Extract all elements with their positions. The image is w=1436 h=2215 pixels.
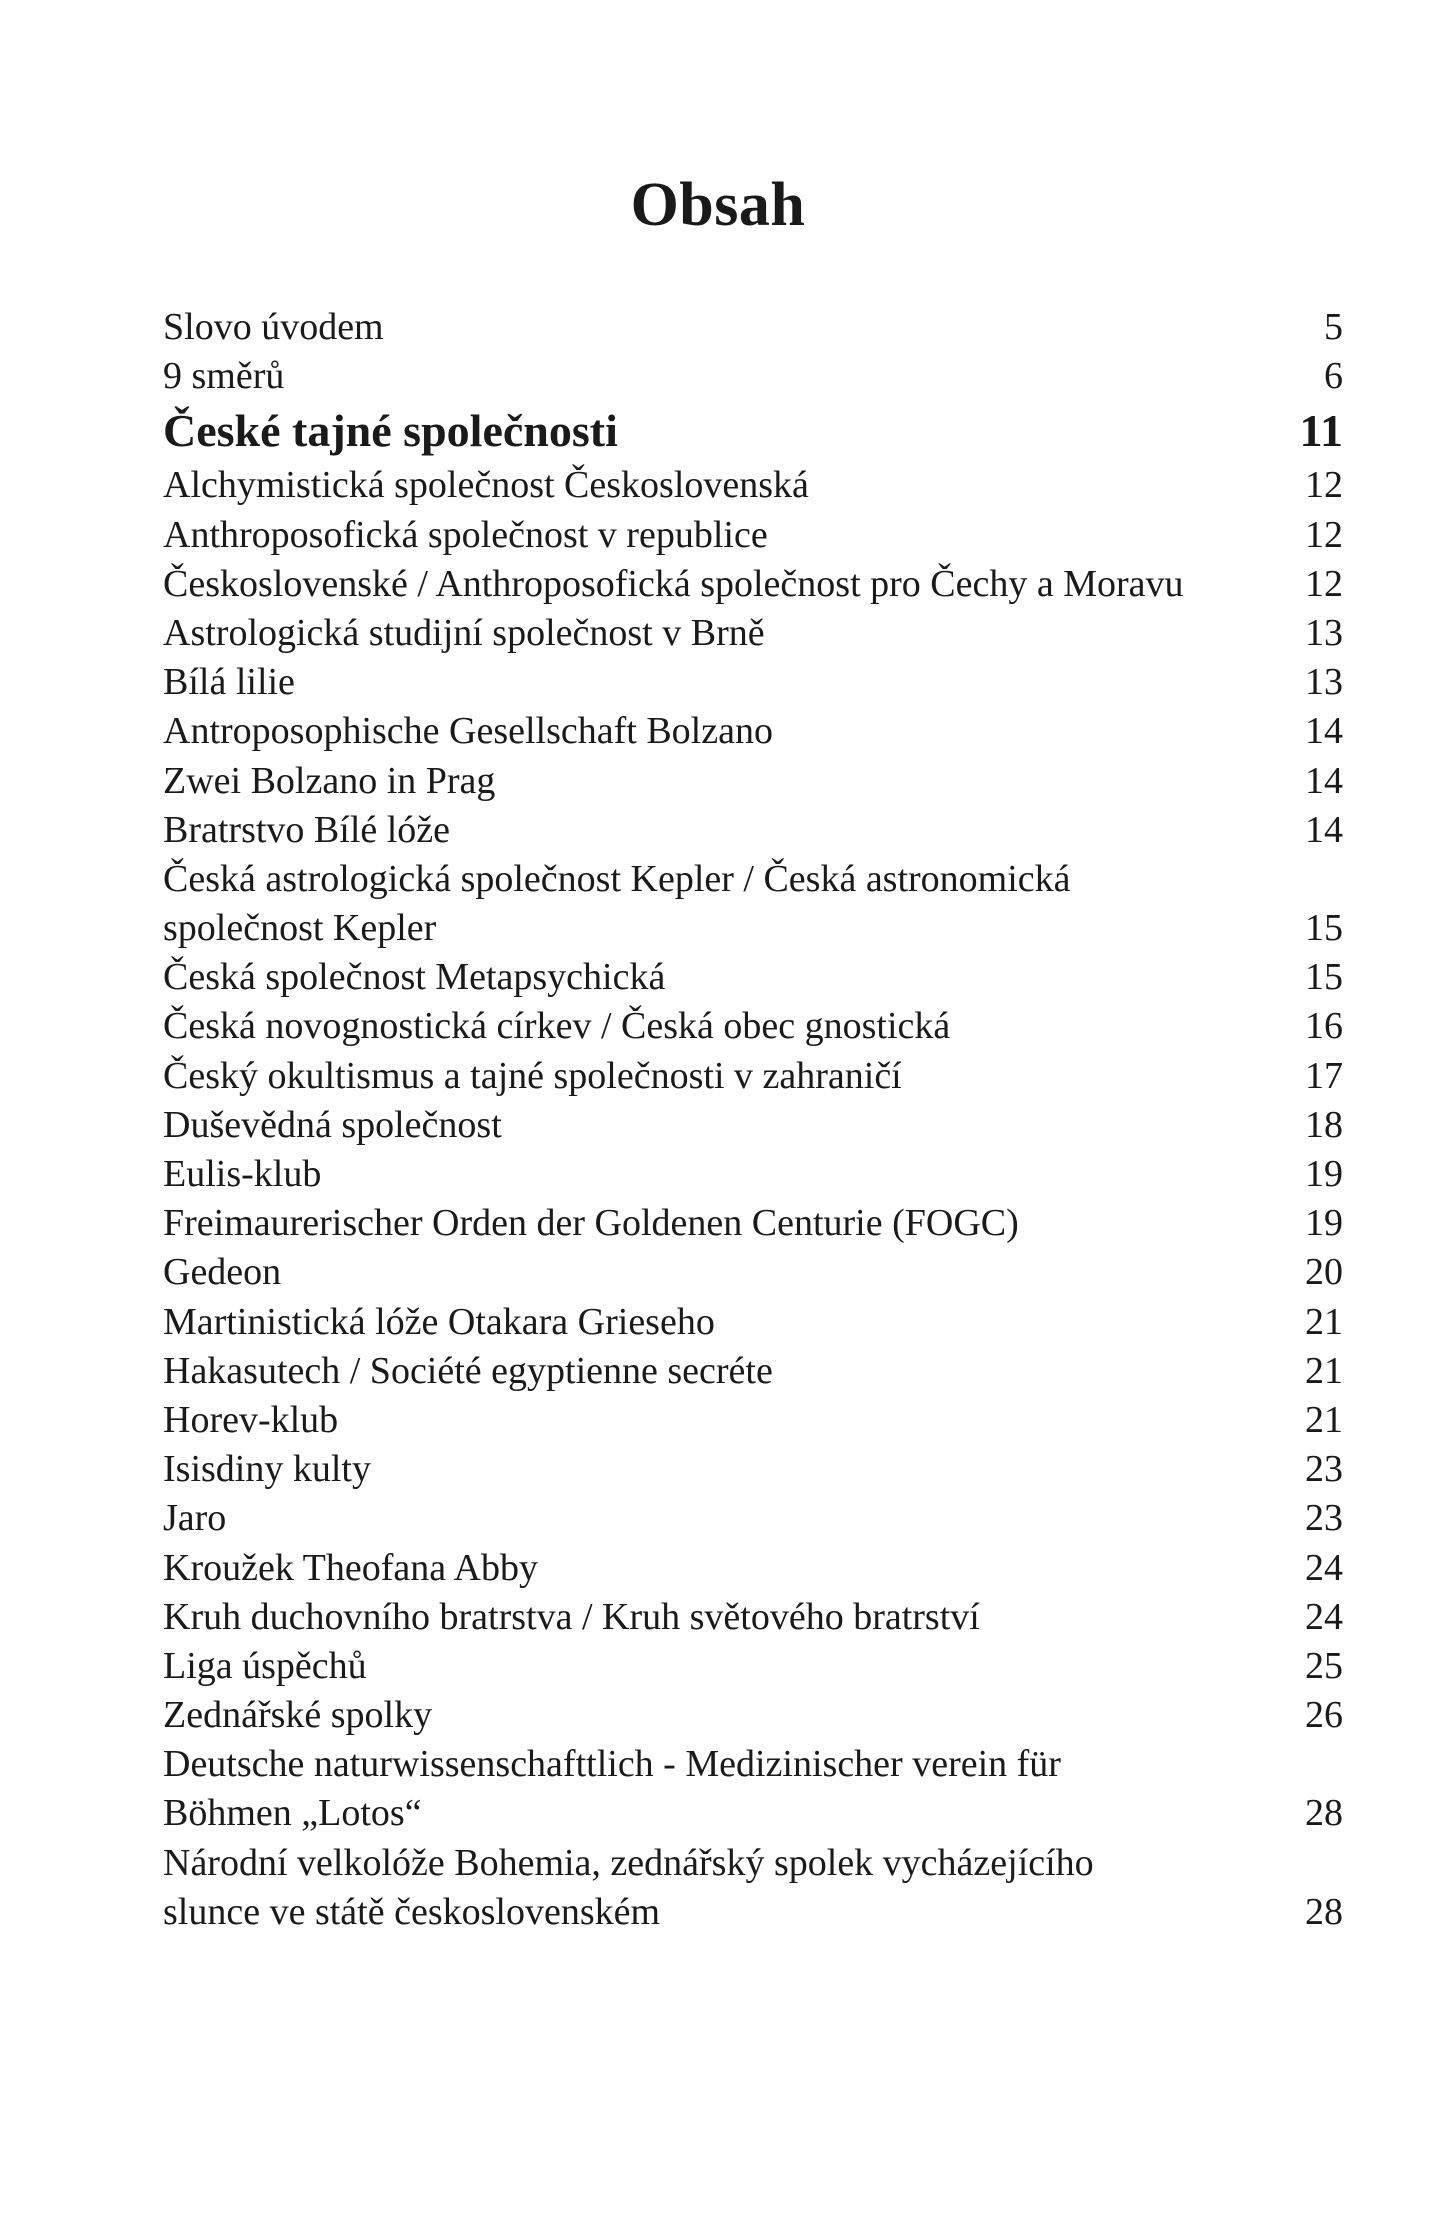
toc-entry xyxy=(163,303,1343,352)
toc-entry-label: Česká společnost Metapsychická xyxy=(163,956,666,999)
toc-entry-page-number: 21 xyxy=(1305,1300,1343,1343)
toc-entry-page-number: 15 xyxy=(1305,956,1343,999)
toc-entry-label: Horev-klub xyxy=(163,1398,339,1441)
toc-entry-page-number: 17 xyxy=(1305,1054,1343,1097)
toc-entry-page-number: 14 xyxy=(1305,808,1343,851)
toc-entry-page-number: 12 xyxy=(1305,562,1343,605)
toc-entry-page-number: 6 xyxy=(1324,355,1343,398)
toc-entry-label: Antroposophische Gesellschaft Bolzano xyxy=(163,710,773,753)
toc-entry xyxy=(163,511,1343,560)
toc-entry-label: Bratrstvo Bílé lóže xyxy=(163,808,451,851)
toc-entry-page-number: 28 xyxy=(1305,1792,1343,1835)
toc-entry-label: Zwei Bolzano in Prag xyxy=(163,759,496,802)
toc-entry-label: Kroužek Theofana Abby xyxy=(163,1546,538,1589)
toc-entry-page-number: 16 xyxy=(1305,1005,1343,1048)
toc-entry-page-number: 13 xyxy=(1305,661,1343,704)
toc-entry-page-number: 19 xyxy=(1305,1202,1343,1245)
toc-entry-label: 9 směrů xyxy=(163,355,285,398)
toc-entry xyxy=(163,855,1343,904)
toc-entry-page-number: 25 xyxy=(1305,1644,1343,1687)
toc-entry-page-number: 23 xyxy=(1305,1497,1343,1540)
toc-entry-label: slunce ve státě československém xyxy=(163,1890,661,1933)
toc-entry xyxy=(163,1396,1343,1445)
toc-entry xyxy=(163,707,1343,756)
toc-entry xyxy=(163,953,1343,1002)
toc-entry-page-number: 23 xyxy=(1305,1448,1343,1491)
toc-entry xyxy=(163,1298,1343,1347)
toc-entry xyxy=(163,806,1343,855)
toc-entry-label: Isisdiny kulty xyxy=(163,1448,371,1491)
toc-entry-page-number: 21 xyxy=(1305,1398,1343,1441)
toc-entry xyxy=(163,1199,1343,1248)
toc-entry-label: Eulis-klub xyxy=(163,1153,322,1195)
toc-entry xyxy=(163,1347,1343,1396)
toc-entry xyxy=(163,1445,1343,1494)
toc-entry-label: Bílá lilie xyxy=(163,661,295,704)
toc-entry-page-number: 24 xyxy=(1305,1595,1343,1638)
toc-entry-page-number: 15 xyxy=(1305,907,1343,950)
toc-entry-page-number: 20 xyxy=(1305,1251,1343,1294)
toc-entry-label: Deutsche naturwissenschafttlich - Medizinischer verein für xyxy=(163,1743,1061,1786)
toc-entry-label: Jaro xyxy=(163,1497,227,1540)
toc-entry-page-number: 12 xyxy=(1305,513,1343,556)
toc-section-heading xyxy=(163,401,1343,461)
toc-entry xyxy=(163,1642,1343,1691)
toc-entry xyxy=(163,352,1343,401)
toc-entry xyxy=(163,461,1343,510)
toc-entry xyxy=(163,1494,1343,1543)
toc-entry-page-number: 11 xyxy=(1299,405,1343,457)
toc-entry-label: Česká novognostická církev / Česká obec gnostická xyxy=(163,1005,951,1048)
toc-entry-page-number: 5 xyxy=(1324,306,1343,348)
toc-entry-label: Alchymistická společnost Československá xyxy=(163,464,809,507)
toc-entry xyxy=(163,1789,1343,1838)
toc-entry-label: Národní velkolóže Bohemia, zednářský spolek vycházejícího xyxy=(163,1841,1094,1884)
toc-entry xyxy=(163,1839,1343,1888)
toc-entry-label: Duševědná společnost xyxy=(163,1103,502,1146)
toc-entry-label: Gedeon xyxy=(163,1251,282,1294)
toc-entry xyxy=(163,1052,1343,1101)
toc-entry xyxy=(163,904,1343,953)
toc-entry-page-number: 14 xyxy=(1305,710,1343,753)
toc-entry xyxy=(163,658,1343,707)
table-of-contents xyxy=(163,303,1343,1937)
toc-entry-page-number: 13 xyxy=(1305,611,1343,654)
toc-entry-page-number: 18 xyxy=(1305,1103,1343,1146)
toc-entry-label: Liga úspěchů xyxy=(163,1644,367,1687)
toc-entry xyxy=(163,609,1343,658)
toc-entry-label: Česká astrologická společnost Kepler / Česká astronomická xyxy=(163,857,1071,900)
toc-entry-label: Böhmen „Lotos“ xyxy=(163,1792,422,1835)
toc-entry-label: Hakasutech / Société egyptienne secréte xyxy=(163,1349,773,1392)
toc-entry-label: Kruh duchovního bratrstva / Kruh světového bratrství xyxy=(163,1595,980,1638)
toc-entry xyxy=(163,1888,1343,1937)
toc-entry xyxy=(163,1691,1343,1740)
toc-entry-label: Český okultismus a tajné společnosti v zahraničí xyxy=(163,1054,902,1097)
toc-entry-label: Astrologická studijní společnost v Brně xyxy=(163,611,765,654)
toc-entry-page-number: 12 xyxy=(1305,464,1343,507)
toc-entry xyxy=(163,1740,1343,1789)
toc-entry-page-number: 14 xyxy=(1305,759,1343,802)
toc-entry-label: Martinistická lóže Otakara Grieseho xyxy=(163,1300,715,1343)
toc-entry xyxy=(163,1593,1343,1642)
toc-entry xyxy=(163,1101,1343,1150)
toc-entry xyxy=(163,560,1343,609)
toc-entry-page-number: 24 xyxy=(1305,1546,1343,1589)
toc-entry-page-number: 28 xyxy=(1305,1890,1343,1933)
toc-entry-label: Anthroposofická společnost v republice xyxy=(163,513,768,556)
toc-entry-page-number: 19 xyxy=(1305,1153,1343,1195)
toc-entry xyxy=(163,757,1343,806)
toc-entry-label: Zednářské spolky xyxy=(163,1694,433,1737)
toc-entry xyxy=(163,1248,1343,1297)
toc-entry-label: Československé / Anthroposofická společnost pro Čechy a Moravu xyxy=(163,562,1184,605)
toc-entry xyxy=(163,1544,1343,1593)
toc-entry xyxy=(163,1002,1343,1051)
page-title: Obsah xyxy=(630,171,806,239)
toc-entry-label: České tajné společnosti xyxy=(163,405,618,457)
toc-entry-label: Freimaurerischer Orden der Goldenen Centurie (FOGC) xyxy=(163,1202,1019,1245)
toc-entry-label: společnost Kepler xyxy=(163,907,437,950)
toc-entry-page-number: 21 xyxy=(1305,1349,1343,1392)
toc-entry-label: Slovo úvodem xyxy=(163,306,384,348)
toc-entry xyxy=(163,1150,1343,1199)
toc-entry-page-number: 26 xyxy=(1305,1694,1343,1737)
